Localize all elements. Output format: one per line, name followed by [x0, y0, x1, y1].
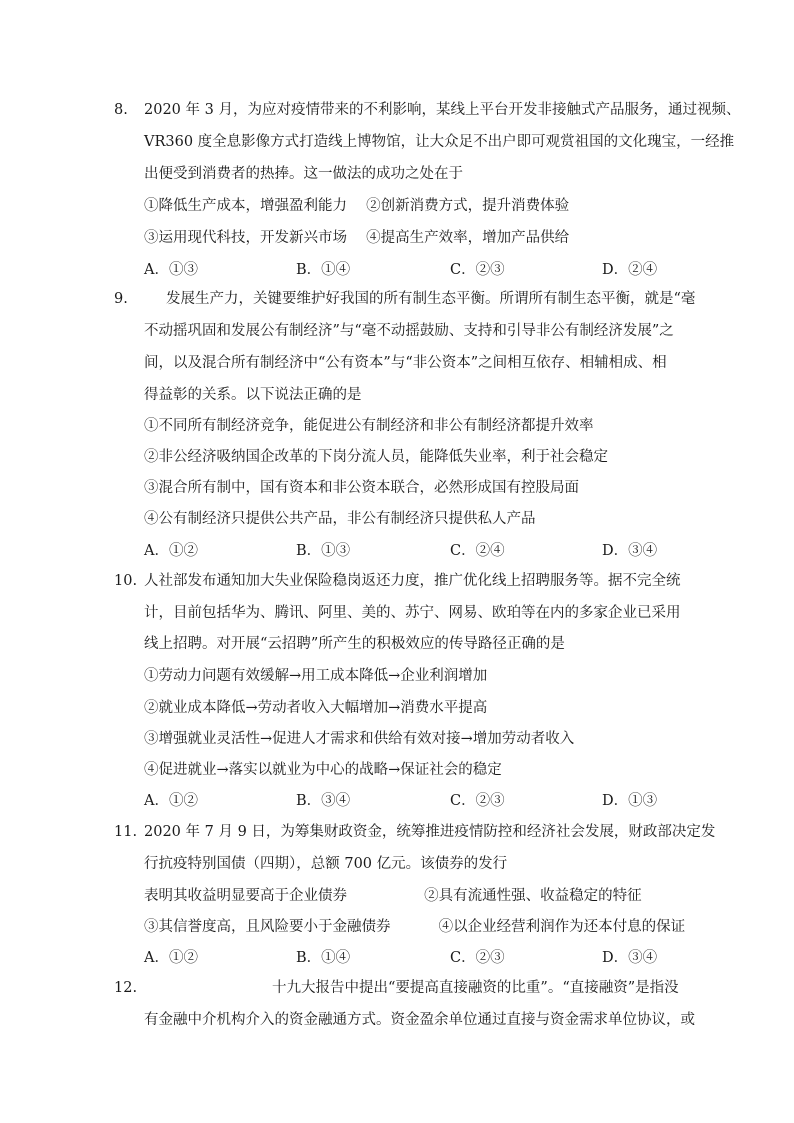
question-stem-line: 线上招聘。对开展“云招聘”所产生的积极效应的传导路径正确的是: [144, 636, 565, 652]
statement-line: ①降低生产成本，增强盈利能力 ②创新消费方式，提升消费体验: [144, 198, 570, 214]
option-a[interactable]: A．①③: [144, 262, 198, 278]
question-stem-line: 不动摇巩固和发展公有制经济”与“毫不动摇鼓励、支持和引导非公有制经济发展”之: [144, 323, 674, 339]
statement-line: ②非公经济吸纳国企改革的下岗分流人员，能降低失业率，利于社会稳定: [144, 449, 608, 465]
option-d[interactable]: D．②④: [602, 262, 658, 278]
answer-options: [144, 260, 684, 280]
statement-line: ④公有制经济只提供公共产品，非公有制经济只提供私人产品: [144, 511, 536, 527]
option-a[interactable]: A．①②: [144, 950, 198, 966]
question-stem-line: 计，目前包括华为、腾讯、阿里、美的、苏宁、网易、欧珀等在内的多家企业已采用: [144, 605, 681, 621]
statement-line: ④促进就业→落实以就业为中心的战略→保证社会的稳定: [144, 762, 502, 778]
option-c[interactable]: C．②③: [450, 262, 505, 278]
question-stem-line: 间，以及混合所有制经济中“公有资本”与“非公资本”之间相互依存、相辅相成、相: [144, 355, 667, 371]
option-b[interactable]: B．①④: [296, 950, 351, 966]
answer-options: [144, 948, 684, 968]
question-stem-line: 出便受到消费者的热捧。这一做法的成功之处在于: [144, 166, 463, 182]
option-a[interactable]: A．①②: [144, 793, 198, 809]
option-d[interactable]: D．③④: [602, 950, 658, 966]
option-c[interactable]: C．②③: [450, 950, 505, 966]
option-d[interactable]: D．③④: [602, 543, 658, 559]
question-stem-line: VR360 度全息影像方式打造线上博物馆，让大众足不出户即可观赏祖国的文化瑰宝，一经推: [144, 134, 735, 150]
answer-options: [144, 541, 684, 561]
statement-line: ③混合所有制中，国有资本和非公资本联合，必然形成国有控股局面: [144, 480, 579, 496]
question-number: 11.: [114, 824, 138, 840]
answer-options: [144, 791, 684, 811]
option-c[interactable]: C．②④: [450, 543, 505, 559]
option-a[interactable]: A．①②: [144, 543, 198, 559]
question-stem-line: 得益彰的关系。以下说法正确的是: [144, 387, 362, 403]
question-number: 10.: [114, 573, 138, 589]
question-stem-line: 人社部发布通知加大失业保险稳岗返还力度，推广优化线上招聘服务等。据不完全统: [144, 573, 681, 589]
question-number: 12.: [114, 980, 138, 996]
statement-line: 表明其收益明显要高于企业债券 ②具有流通性强、收益稳定的特征: [144, 888, 642, 904]
statement-line: ①劳动力问题有效缓解→用工成本降低→企业利润增加: [144, 668, 488, 684]
question-stem-line: 2020 年 3 月，为应对疫情带来的不利影响，某线上平台开发非接触式产品服务，通过视频、: [144, 102, 741, 118]
option-b[interactable]: B．①③: [296, 543, 351, 559]
question-stem-line: 发展生产力，关键要维护好我国的所有制生态平衡。所谓所有制生态平衡，就是“毫: [166, 291, 696, 307]
question-stem-line: 2020 年 7 月 9 日，为筹集财政资金，统筹推进疫情防控和经济社会发展，财政部决定发: [144, 824, 716, 840]
statement-line: ③运用现代科技，开发新兴市场 ④提高生产效率，增加产品供给: [144, 230, 570, 246]
statement-line: ③增强就业灵活性→促进人才需求和供给有效对接→增加劳动者收入: [144, 731, 575, 747]
statement-line: ②就业成本降低→劳动者收入大幅增加→消费水平提高: [144, 700, 488, 716]
question-stem-line: 十九大报告中提出“要提高直接融资的比重”。“直接融资”是指没: [272, 980, 679, 996]
question-stem-line: 有金融中介机构介入的资金融通方式。资金盈余单位通过直接与资金需求单位协议，或: [144, 1012, 695, 1028]
option-b[interactable]: B．①④: [296, 262, 351, 278]
question-stem-line: 行抗疫特别国债（四期），总额 700 亿元。该债券的发行: [144, 856, 508, 872]
question-number: 9.: [114, 291, 128, 307]
option-d[interactable]: D．①③: [602, 793, 658, 809]
statement-line: ①不同所有制经济竞争，能促进公有制经济和非公有制经济都提升效率: [144, 418, 594, 434]
option-b[interactable]: B．③④: [296, 793, 351, 809]
statement-line: ③其信誉度高，且风险要小于金融债券 ④以企业经营利润作为还本付息的保证: [144, 919, 686, 935]
question-number: 8.: [114, 102, 128, 118]
option-c[interactable]: C．②③: [450, 793, 505, 809]
